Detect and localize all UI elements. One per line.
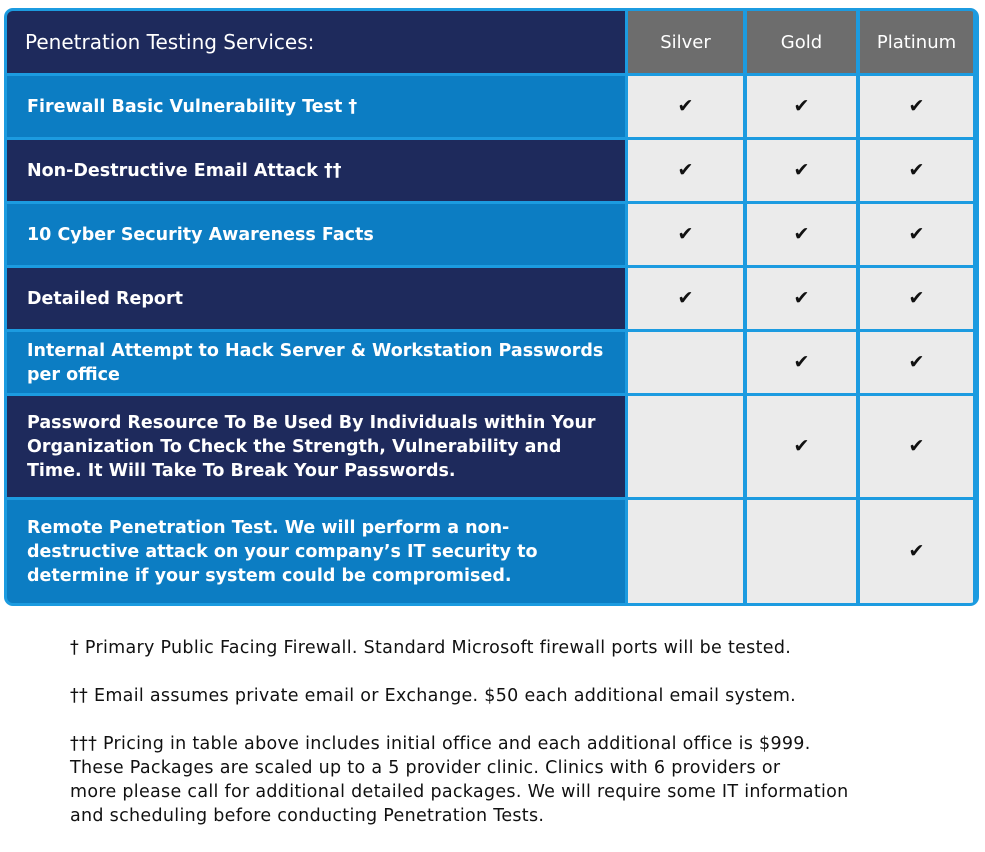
checkmark-icon: ✔ [908,287,925,309]
column-header-platinum: Platinum [860,11,973,73]
table-row [7,204,976,265]
pricing-table [4,8,979,606]
platinum-cell [860,500,973,603]
footnote-firewall: † Primary Public Facing Firewall. Standard Microsoft firewall ports will be tested. [70,638,792,658]
silver-cell [628,268,743,329]
feature-label: Firewall Basic Vulnerability Test † [7,76,625,137]
silver-cell [628,332,743,393]
checkmark-icon: ✔ [677,287,694,309]
gold-cell [747,332,856,393]
feature-label: Non-Destructive Email Attack †† [7,140,625,201]
table-row [7,140,976,201]
silver-cell [628,76,743,137]
platinum-cell [860,332,973,393]
silver-cell [628,500,743,603]
checkmark-icon: ✔ [793,435,810,457]
checkmark-icon: ✔ [908,159,925,181]
footnotes [70,636,970,852]
platinum-cell [860,396,973,497]
feature-label: Detailed Report [7,268,625,329]
feature-label: 10 Cyber Security Awareness Facts [7,204,625,265]
platinum-cell [860,140,973,201]
checkmark-icon: ✔ [908,540,925,562]
checkmark-icon: ✔ [908,435,925,457]
table-row [7,332,976,393]
gold-cell [747,140,856,201]
checkmark-icon: ✔ [793,223,810,245]
checkmark-icon: ✔ [793,95,810,117]
checkmark-icon: ✔ [793,287,810,309]
gold-cell [747,76,856,137]
checkmark-icon: ✔ [908,223,925,245]
table-row [7,268,976,329]
checkmark-icon: ✔ [793,351,810,373]
gold-cell [747,396,856,497]
table-row [7,76,976,137]
checkmark-icon: ✔ [908,351,925,373]
silver-cell [628,204,743,265]
feature-label: Password Resource To Be Used By Individuals within Your Organization To Check the Strength, Vulnerability and Time. It Will Take To Break Your Passwords. [7,396,625,497]
silver-cell [628,396,743,497]
gold-cell [747,268,856,329]
feature-label: Internal Attempt to Hack Server & Workstation Passwords per office [7,332,625,393]
platinum-cell [860,268,973,329]
platinum-cell [860,204,973,265]
checkmark-icon: ✔ [677,159,694,181]
gold-cell [747,204,856,265]
table-row [7,500,976,603]
platinum-cell [860,76,973,137]
checkmark-icon: ✔ [793,159,810,181]
table-header-row [7,11,976,73]
footnote-email: †† Email assumes private email or Exchange. $50 each additional email system. [70,686,797,706]
footnote-pricing: ††† Pricing in table above includes initial office and each additional office is $999. These Packages are scaled up to a 5 provider clinic. Clinics with 6 providers or more please call for additional detailed packages. We will require some IT information and scheduling before conducting Penetration Tests. [70,734,849,826]
table-row [7,396,976,497]
checkmark-icon: ✔ [908,95,925,117]
column-header-gold: Gold [747,11,856,73]
silver-cell [628,140,743,201]
gold-cell [747,500,856,603]
checkmark-icon: ✔ [677,223,694,245]
checkmark-icon: ✔ [677,95,694,117]
column-header-silver: Silver [628,11,743,73]
table-title: Penetration Testing Services: [7,11,625,73]
feature-label: Remote Penetration Test. We will perform a non-destructive attack on your company’s IT security to determine if your system could be compromised. [7,500,625,603]
